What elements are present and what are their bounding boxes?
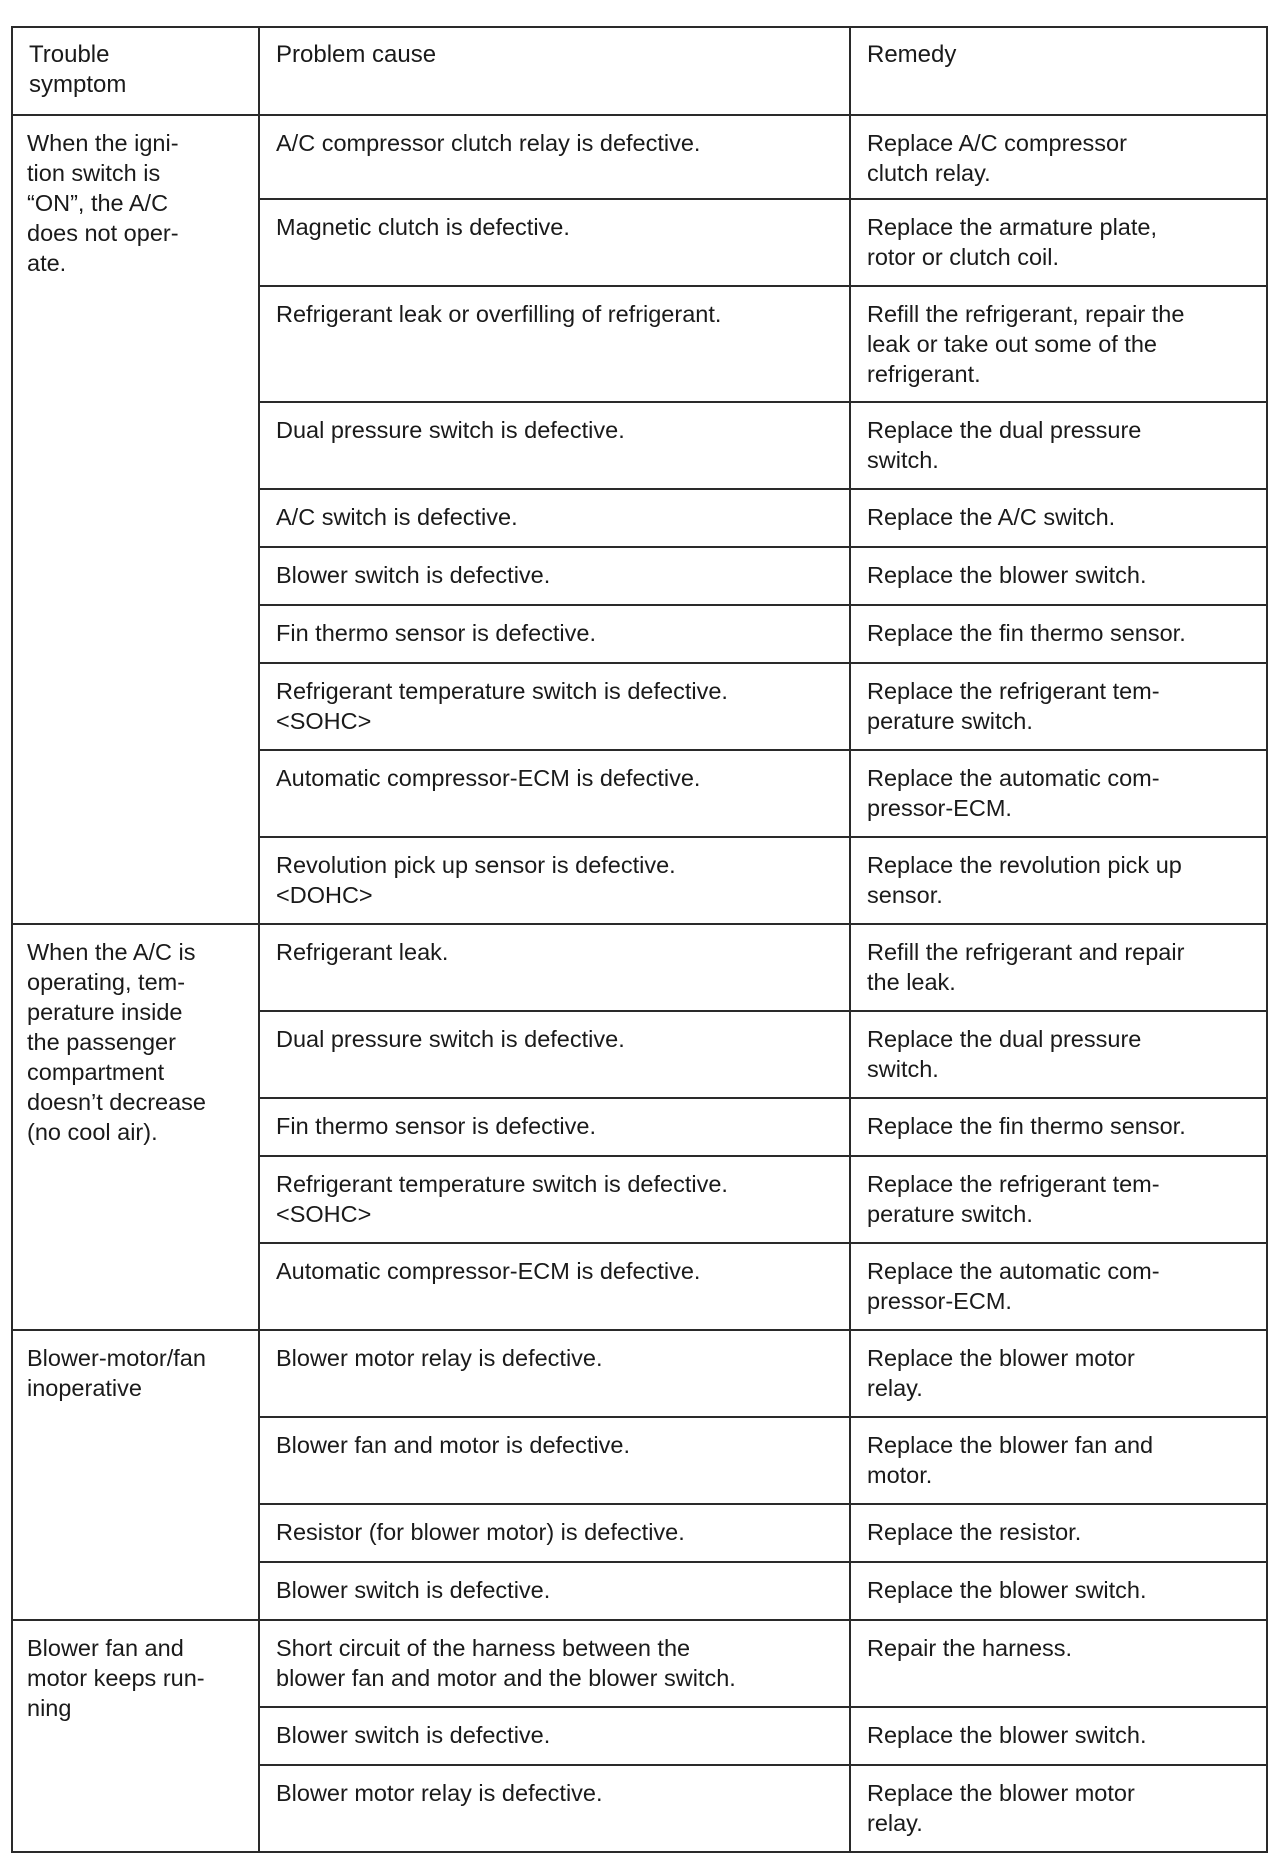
remedy-cell [850,1765,1267,1852]
cause-cell [259,1620,850,1707]
cause-text: Fin thermo sensor is defective. [276,620,596,646]
cause-cell [259,605,850,663]
cause-cell [259,402,850,489]
header-remedy [850,27,1267,115]
cause-text: Resistor (for blower motor) is defective. [276,1519,685,1545]
remedy-text: Replace the fin thermo sensor. [867,620,1186,646]
symptom-text: Blower-motor/fan inoperative [27,1345,206,1401]
cause-text: Blower switch is defective. [276,1577,551,1603]
remedy-cell [850,489,1267,547]
remedy-cell [850,1330,1267,1417]
cause-cell [259,1504,850,1562]
cause-cell [259,547,850,605]
cause-text: Blower switch is defective. [276,562,551,588]
header-label: Problem cause [276,41,437,68]
cause-cell [259,286,850,402]
cause-text: A/C switch is defective. [276,504,518,530]
cause-text: Refrigerant leak or overfilling of refrigerant. [276,301,722,327]
remedy-cell [850,837,1267,924]
symptom-text: Blower fan and motor keeps run- ning [27,1635,205,1721]
table-row [12,115,1267,199]
header-trouble-symptom [12,27,259,115]
symptom-cell [12,1330,259,1620]
cause-text: Automatic compressor-ECM is defective. [276,1258,701,1284]
remedy-cell [850,663,1267,750]
remedy-cell [850,547,1267,605]
cause-text: Blower motor relay is defective. [276,1780,603,1806]
cause-text: Refrigerant temperature switch is defective. <SOHC> [276,678,728,734]
cause-text: Short circuit of the harness between the blower fan and motor and the blower switch. [276,1635,736,1691]
remedy-cell [850,924,1267,1011]
remedy-text: Replace the fin thermo sensor. [867,1113,1186,1139]
remedy-text: Replace the refrigerant tem- perature switch. [867,1171,1160,1227]
remedy-cell [850,1243,1267,1330]
remedy-text: Replace the dual pressure switch. [867,1026,1142,1082]
remedy-text: Replace the resistor. [867,1519,1082,1545]
troubleshooting-table [11,26,1268,1853]
cause-text: Revolution pick up sensor is defective. <DOHC> [276,852,676,908]
remedy-text: Replace the blower switch. [867,1577,1147,1603]
remedy-text: Repair the harness. [867,1635,1073,1661]
remedy-cell [850,115,1267,199]
remedy-text: Replace the blower motor relay. [867,1345,1135,1401]
table-header-row [12,27,1267,115]
cause-cell [259,115,850,199]
cause-text: Refrigerant temperature switch is defective. <SOHC> [276,1171,728,1227]
remedy-cell [850,1562,1267,1620]
cause-cell [259,1562,850,1620]
remedy-text: Refill the refrigerant and repair the leak. [867,939,1185,995]
cause-cell [259,1417,850,1504]
cause-text: Refrigerant leak. [276,939,449,965]
cause-cell [259,199,850,286]
cause-text: Blower fan and motor is defective. [276,1432,630,1458]
cause-cell [259,837,850,924]
remedy-cell [850,286,1267,402]
cause-cell [259,1011,850,1098]
remedy-text: Replace the automatic com- pressor-ECM. [867,765,1160,821]
header-label: Remedy [867,41,957,68]
cause-cell [259,1243,850,1330]
cause-cell [259,924,850,1011]
remedy-text: Replace the automatic com- pressor-ECM. [867,1258,1160,1314]
remedy-text: Replace the A/C switch. [867,504,1116,530]
remedy-cell [850,1417,1267,1504]
remedy-text: Replace A/C compressor clutch relay. [867,130,1127,186]
symptom-cell [12,1620,259,1852]
cause-text: Dual pressure switch is defective. [276,417,625,443]
remedy-text: Replace the blower switch. [867,562,1147,588]
cause-text: A/C compressor clutch relay is defective. [276,130,701,156]
remedy-text: Replace the revolution pick up sensor. [867,852,1182,908]
remedy-text: Replace the armature plate, rotor or clutch coil. [867,214,1157,270]
cause-text: Magnetic clutch is defective. [276,214,570,240]
symptom-cell [12,924,259,1330]
cause-cell [259,1330,850,1417]
symptom-cell [12,115,259,924]
remedy-text: Refill the refrigerant, repair the leak or take out some of the refrigerant. [867,301,1185,387]
remedy-cell [850,1156,1267,1243]
remedy-text: Replace the refrigerant tem- perature switch. [867,678,1160,734]
remedy-cell [850,750,1267,837]
cause-text: Blower switch is defective. [276,1722,551,1748]
header-label: Trouble symptom [29,41,127,98]
cause-cell [259,1707,850,1765]
cause-text: Automatic compressor-ECM is defective. [276,765,701,791]
remedy-cell [850,402,1267,489]
symptom-text: When the A/C is operating, tem- perature inside the passenger compartment doesn’t decrease (no cool air). [27,939,206,1145]
remedy-cell [850,1504,1267,1562]
symptom-text: When the igni- tion switch is “ON”, the A/C does not oper- ate. [27,130,179,276]
remedy-cell [850,1098,1267,1156]
table-row [12,924,1267,1011]
remedy-text: Replace the blower motor relay. [867,1780,1135,1836]
cause-cell [259,663,850,750]
cause-cell [259,1098,850,1156]
remedy-text: Replace the blower fan and motor. [867,1432,1154,1488]
remedy-cell [850,1011,1267,1098]
remedy-text: Replace the blower switch. [867,1722,1147,1748]
cause-cell [259,1765,850,1852]
remedy-cell [850,1620,1267,1707]
remedy-cell [850,199,1267,286]
cause-cell [259,750,850,837]
remedy-text: Replace the dual pressure switch. [867,417,1142,473]
cause-text: Blower motor relay is defective. [276,1345,603,1371]
cause-text: Fin thermo sensor is defective. [276,1113,596,1139]
cause-cell [259,1156,850,1243]
header-problem-cause [259,27,850,115]
cause-text: Dual pressure switch is defective. [276,1026,625,1052]
remedy-cell [850,1707,1267,1765]
remedy-cell [850,605,1267,663]
cause-cell [259,489,850,547]
table-row [12,1620,1267,1707]
table-row [12,1330,1267,1417]
